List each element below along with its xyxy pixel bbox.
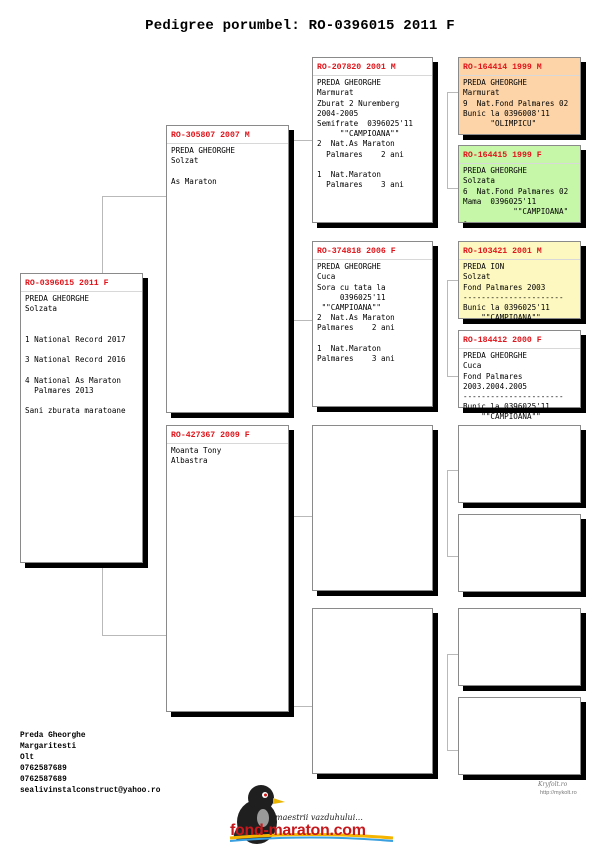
connector-line — [292, 706, 312, 707]
pedigree-card-sire-sire[interactable] — [312, 57, 433, 223]
connector-line — [292, 320, 312, 321]
connector-line — [447, 470, 448, 556]
pedigree-card-dd-dam[interactable] — [458, 697, 581, 775]
connector-line — [292, 140, 293, 320]
ring-number: RO-164415 1999 F — [459, 146, 580, 164]
connector-line — [102, 196, 166, 197]
ring-number: RO-374818 2006 F — [313, 242, 432, 260]
ring-number: RO-305807 2007 M — [167, 126, 288, 144]
connector-line — [447, 280, 448, 376]
breeder-contact — [20, 731, 160, 797]
pedigree-card-ds-sire[interactable] — [458, 425, 581, 503]
pedigree-card-dam-dam[interactable] — [312, 608, 433, 774]
breeder-phone: 0762587689 — [20, 765, 67, 773]
ring-number: RO-164414 1999 M — [459, 58, 580, 76]
pedigree-card-ss-dam[interactable] — [458, 145, 581, 227]
ring-number: RO-103421 2001 M — [459, 242, 580, 260]
pedigree-card-subject[interactable] — [20, 273, 143, 563]
pedigree-card-ss-sire[interactable] — [458, 57, 581, 135]
card-details: PREDA GHEORGHE Solzat As Maraton — [171, 146, 236, 186]
ring-number: RO-427367 2009 F — [167, 426, 288, 444]
logo-tagline: maestrii vazduhului... — [275, 813, 363, 822]
connector-line — [447, 92, 448, 188]
breeder-phone: 0762587689 — [20, 776, 67, 784]
pedigree-card-sd-sire[interactable] — [458, 241, 581, 323]
card-details: Moanta Tony Albastra — [171, 446, 222, 466]
pedigree-card-sire-dam[interactable] — [312, 241, 433, 407]
card-details: PREDA ION Solzat Fond Palmares 2003 ---------------------- Bunic la 0396025'11 ""CAMPIOANA"" — [463, 262, 564, 323]
ring-number: RO-184412 2000 F — [459, 331, 580, 349]
connector-line — [292, 516, 312, 517]
card-details: PREDA GHEORGHE Marmurat Zburat 2 Nuremberg 2004-2005 Semifrate 0396025'11 ""CAMPIOANA"" 2 Nat.As Maraton Palmares 2 ani 1 Nat.Maraton Palmares 3 ani — [317, 78, 414, 190]
card-details: PREDA GHEORGHE Cuca Sora cu tata la 0396025'11 ""CAMPIOANA"" 2 Nat.As Maraton Palmares 2 ani 1 Nat.Maraton Palmares 3 ani — [317, 262, 395, 364]
breeder-locality: Margaritesti — [20, 743, 77, 751]
breeder-email[interactable]: sealivinstalconstruct@yahoo.ro — [20, 787, 161, 795]
connector-line — [292, 140, 312, 141]
connector-line — [102, 635, 166, 636]
logo-wordmark[interactable]: fond-maraton.com — [230, 822, 366, 839]
card-details: PREDA GHEORGHE Solzata 6 Nat.Fond Palmares 02 Mama 0396025'11 ""CAMPIOANA" - — [463, 166, 569, 227]
ring-number: RO-0396015 2011 F — [21, 274, 142, 292]
pedigree-card-dam-sire[interactable] — [312, 425, 433, 591]
breeder-name: Preda Gheorghe — [20, 732, 86, 740]
card-details: PREDA GHEORGHE Marmurat 9 Nat.Fond Palmares 02 Bunic la 0396008'11 "OLIMPICU" — [463, 78, 569, 129]
signature-watermark: Kryfolt.ro — [538, 781, 568, 788]
connector-line — [447, 654, 448, 750]
page-title: Pedigree porumbel: RO-0396015 2011 F — [145, 18, 455, 34]
card-details: PREDA GHEORGHE Solzata 1 National Record 2017 3 National Record 2016 4 National As Maraton Palmares 2013 Sani zburata maratoane — [25, 294, 126, 416]
pedigree-card-sire[interactable] — [166, 125, 289, 413]
pedigree-card-ds-dam[interactable] — [458, 514, 581, 592]
ring-number: RO-207820 2001 M — [313, 58, 432, 76]
pedigree-card-dam[interactable] — [166, 425, 289, 712]
site-watermark: http://mykolt.ro — [540, 790, 577, 796]
pedigree-card-dd-sire[interactable] — [458, 608, 581, 686]
card-details: PREDA GHEORGHE Cuca Fond Palmares 2003.2004.2005 ---------------------- Bunic la 0396025'11 ""CAMPIOANA"" — [463, 351, 564, 422]
connector-line — [292, 516, 293, 706]
pedigree-card-sd-dam[interactable] — [458, 330, 581, 422]
breeder-county: Olt — [20, 754, 35, 762]
